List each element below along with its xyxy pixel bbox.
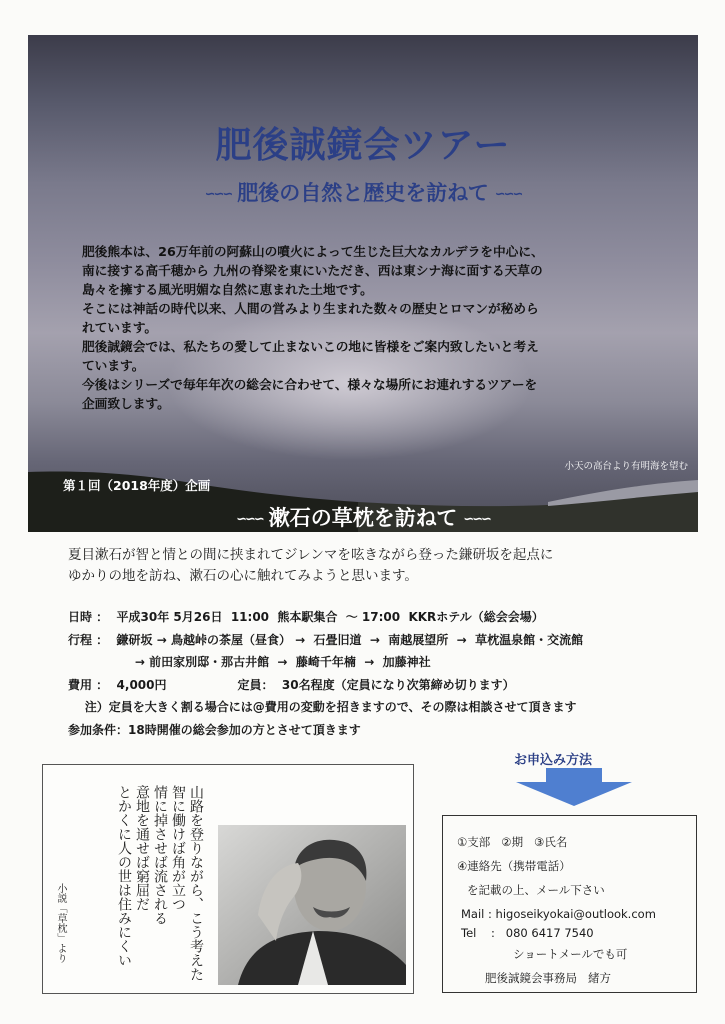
wave-ornament: ∽∽∽ — [463, 511, 490, 527]
poem-source: 小説「草枕」より — [55, 883, 66, 963]
intro-line: 肥後誠鏡会では、私たちの愛して止まないこの地に皆様をご案内致したいと考え — [82, 339, 539, 354]
contact-sms-note: ショートメールでも可 — [513, 947, 628, 961]
apply-title: お申込み方法 — [514, 753, 593, 768]
edition-title-text: 漱石の草枕を訪ねて — [268, 506, 458, 530]
detail-date: 日時 ： 平成30年 5月26日 11:00 熊本駅集合 ～ 17:00 KKRホテル（総会会場） — [68, 610, 544, 624]
description-line: ゆかりの地を訪ね、漱石の心に触れてみようと思います。 — [68, 568, 418, 584]
contact-office: 肥後誠鏡会事務局 緒方 — [485, 971, 611, 985]
intro-line: 企画致します。 — [82, 396, 170, 411]
poem-box — [42, 764, 414, 994]
description-line: 夏目漱石が智と情との間に挟まれてジレンマを呟きながら登った鎌研坂を起点に — [68, 547, 554, 563]
intro-line: ています。 — [82, 358, 145, 373]
intro-text — [82, 242, 652, 413]
poem-line: 智に働けば角が立つ — [170, 785, 186, 911]
edition-label: 第１回（2018年度）企画 — [63, 478, 211, 493]
hero-photo — [28, 35, 698, 532]
contact-fields: ④連絡先（携帯電話） — [457, 859, 571, 873]
contact-box — [442, 815, 697, 993]
poem-line: とかくに人の世は住みにくい — [116, 785, 132, 967]
intro-line: れています。 — [82, 320, 158, 335]
poem-line: 情に掉させば流される — [152, 785, 168, 925]
detail-fee: 費用 ： 4,000円 定員： 30名程度（定員になり次第締め切ります） — [68, 677, 515, 692]
poem-line: 山路を登りながら、こう考えた — [188, 785, 204, 981]
contact-fields: ①支部 ②期 ③氏名 — [457, 835, 568, 849]
contact-instruction: を記載の上、メール下さい — [467, 883, 605, 897]
intro-line: 今後はシリーズで毎年年次の総会に合わせて、様々な場所にお連れするツアーを — [82, 377, 538, 392]
contact-email[interactable]: Mail : higoseikyokai@outlook.com — [461, 907, 656, 921]
detail-route: 行程 ： 鎌研坂 → 鳥越峠の茶屋（昼食） → 石畳旧道 → 南越展望所 → 草枕温泉館・交流館 — [68, 632, 584, 647]
wave-ornament: ∽∽∽ — [204, 186, 232, 202]
intro-line: 肥後熊本は、26万年前の阿蘇山の噴火によって生じた巨大なカルデラを中心に、 — [82, 244, 544, 259]
intro-line: 南に接する高千穂から 九州の脊梁を東にいただき、西は東シナ海に面する天草の — [82, 263, 543, 278]
wave-ornament: ∽∽∽ — [236, 511, 263, 527]
poem-text — [115, 785, 205, 985]
photo-caption: 小天の高台より有明海を望む — [564, 461, 688, 472]
contact-phone[interactable]: Tel : 080 6417 7540 — [461, 926, 594, 940]
detail-note: 注）定員を大きく割る場合には@費用の変動を招きますので、その際は相談させて頂きます — [68, 700, 577, 714]
intro-line: そこには神話の時代以来、人間の営みより生まれた数々の歴史とロマンが秘めら — [82, 301, 539, 316]
tour-description — [68, 545, 553, 587]
subtitle-text: 肥後の自然と歴史を訪ねて — [237, 181, 489, 205]
page-title: 肥後誠鏡会ツアー — [215, 125, 511, 166]
detail-condition: 参加条件：18時開催の総会参加の方とさせて頂きます — [68, 722, 361, 737]
detail-route-continued: → 前田家別邸・那古井館 → 藤崎千年楠 → 加藤神社 — [68, 655, 431, 669]
wave-ornament: ∽∽∽ — [494, 186, 522, 202]
poem-line: 意地を通せば窮屈だ — [134, 785, 150, 911]
tour-details — [68, 606, 583, 741]
portrait-photo — [218, 825, 406, 985]
edition-title — [28, 502, 698, 532]
page-subtitle — [28, 177, 698, 207]
intro-line: 島々を擁する風光明媚な自然に恵まれた土地です。 — [82, 282, 373, 297]
down-arrow-icon — [516, 768, 632, 806]
